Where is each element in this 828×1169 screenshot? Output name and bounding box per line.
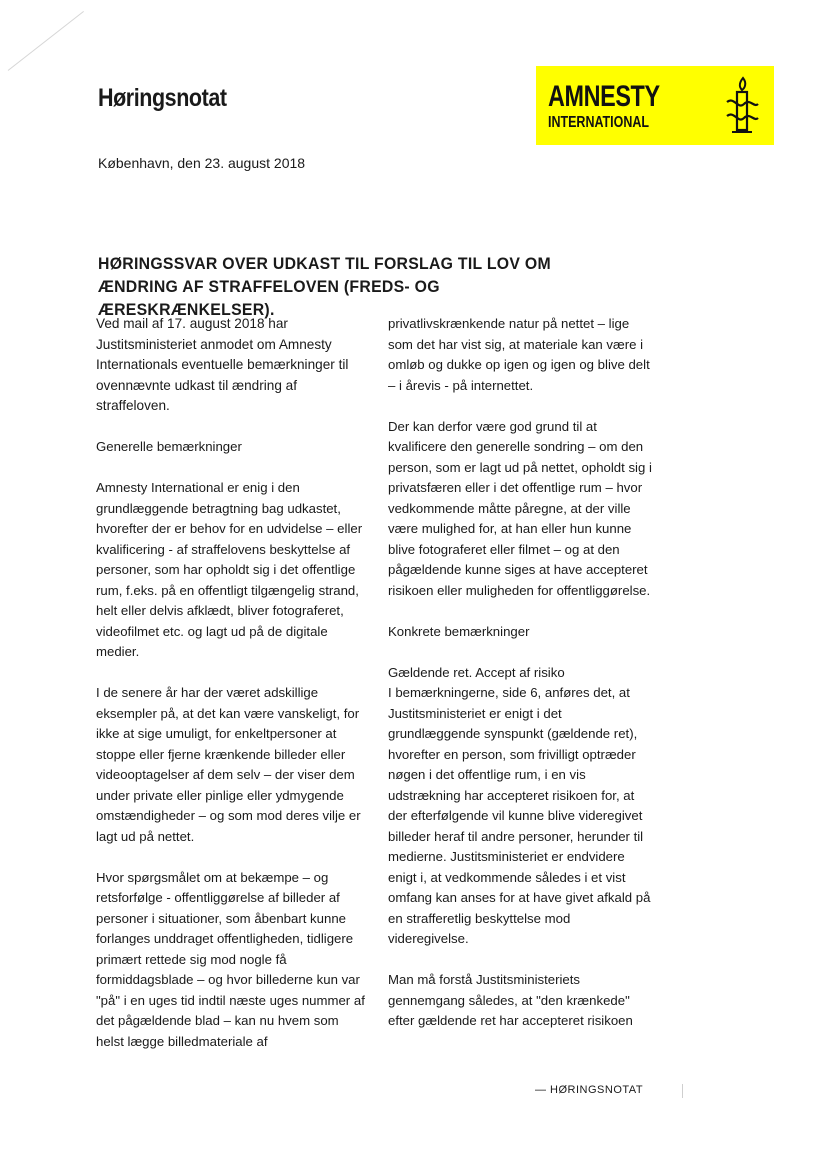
footer-label: — HØRINGSNOTAT: [535, 1084, 644, 1096]
section-heading-specific: Konkrete bemærkninger: [388, 623, 530, 639]
paragraph: I de senere år har der været adskillige eksempler på, at det kan være vanskeligt, for ikke at sige umuligt, for enkeltpersoner at stoppe eller fjerne krænkende billeder eller videooptagelser af dem selv – der viser dem under private eller pinlige eller ydmygende omstændigheder – og som mod deres vilje er lagt ud på nettet.: [96, 685, 361, 844]
logo-line-2: INTERNATIONAL: [548, 114, 649, 131]
amnesty-logo: [536, 66, 774, 145]
logo-wordmark: [548, 82, 660, 131]
section-main-heading: HØRINGSSVAR OVER UDKAST TIL FORSLAG TIL LOV OM ÆNDRING AF STRAFFELOVEN (FREDS- OG ÆRESKRÆNKELSER).: [98, 254, 551, 319]
intro-paragraph: Ved mail af 17. august 2018 har Justitsministeriet anmodet om Amnesty Internationals eventuelle bemærkninger til ovennævnte udkast til ændring af straffeloven.: [96, 316, 349, 413]
subheading: Gældende ret. Accept af risiko: [388, 664, 565, 680]
section-heading-general: Generelle bemærkninger: [96, 439, 242, 454]
paragraph: Man må forstå Justitsministeriets gennemgang således, at "den krænkede" efter gældende ret har accepteret risikoen: [388, 972, 633, 1028]
logo-line-1: AMNESTY: [548, 80, 660, 113]
right-column: [388, 314, 654, 1032]
candle-barbed-wire-icon: [724, 76, 760, 136]
paragraph: Der kan derfor være god grund til at kvalificere den generelle sondring – om den person, som er lagt ud på nettet, opholdt sig i privatsfæren eller i det offentlige rum – hvor vedkommende måtte påregne, at der ville være mulighed for, at han eller hun kunne blive fotograferet eller filmet – og at den pågældende kunne siges at have accepteret risikoen eller muligheden for offentliggørelse.: [388, 418, 652, 598]
paragraph: Hvor spørgsmålet om at bekæmpe – og retsforfølge - offentliggørelse af billeder af personer i situationer, som åbenbart kunne forlanges unddraget offentligheden, tidligere primært rettede sig mod nogle få formiddagsblade – og hvor billederne kun var "på" i en uges tid indtil næste uges nummer af det pågældende blad – kan nu hvem som helst lægge billedmateriale af: [96, 869, 365, 1049]
scan-artifact-line: [8, 11, 84, 71]
paragraph: Amnesty International er enig i den grundlæggende betragtning bag udkastet, hvorefter der er behov for en udvidelse – eller kvalificering - af straffelovens beskyttelse af personer, som har opholdt sig i det offentlige rum, f.eks. på en offentligt tilgængelig strand, helt eller delvis afklædt, bliver fotograferet, videofilmet etc. og lagt ud på de digitale medier.: [96, 480, 363, 659]
document-title: Høringsnotat: [98, 84, 227, 112]
place-and-date: København, den 23. august 2018: [98, 155, 306, 171]
footer-page-mark: [682, 1084, 683, 1098]
paragraph: privatlivskrænkende natur på nettet – lige som det har vist sig, at materiale kan være i omløb og dukke op igen og igen og blive delt – i årevis - på internettet.: [388, 316, 650, 393]
paragraph: I bemærkningerne, side 6, anføres det, at Justitsministeriet er enigt i det grundlæggende synspunkt (gældende ret), hvorefter en person, som frivilligt optræder nøgen i det offentlige rum, i en vis udstrækning har accepteret risikoen for, at der efterfølgende vil kunne blive videregivet billeder heraf til andre personer, herunder til medierne. Justitsministeriet er endvidere enigt i, at vedkommende således i et vist omfang kan anses for at have givet afkald på en strafferetlig beskyttelse mod videregivelse.: [388, 685, 651, 946]
left-column: [96, 314, 368, 1052]
